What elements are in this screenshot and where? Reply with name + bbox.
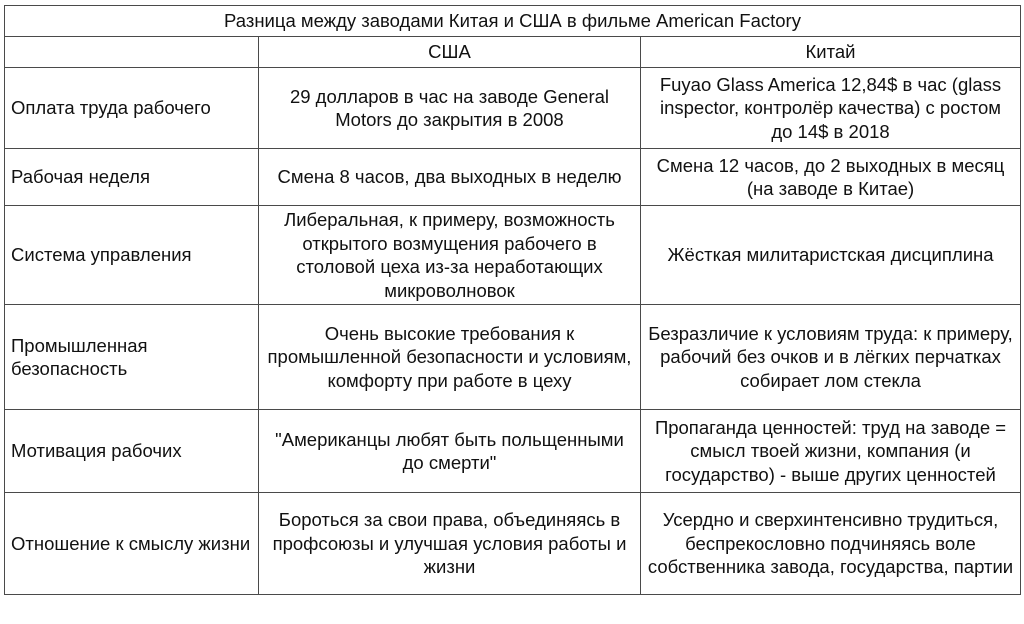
cell-china-safety: Безразличие к условиям труда: к примеру, рабочий без очков и в лёгких перчатках собирает лом стекла: [641, 305, 1021, 410]
comparison-table: [4, 5, 1021, 595]
cell-usa-management: Либеральная, к примеру, возможность открытого возмущения рабочего в столовой цеха из-за неработающих микроволновок: [259, 206, 641, 305]
row-label-motivation: Мотивация рабочих: [5, 410, 259, 493]
column-header-row: [5, 37, 1021, 68]
cell-china-workweek: Смена 12 часов, до 2 выходных в месяц (на заводе в Китае): [641, 149, 1021, 206]
cell-china-wage: Fuyao Glass America 12,84$ в час (glass inspector, контролёр качества) с ростом до 14$ в 2018: [641, 68, 1021, 149]
row-label-wage: Оплата труда рабочего: [5, 68, 259, 149]
cell-usa-meaning: Бороться за свои права, объединяясь в профсоюзы и улучшая условия работы и жизни: [259, 493, 641, 595]
header-blank: [5, 37, 259, 68]
table-title: Разница между заводами Китая и США в фильме American Factory: [5, 6, 1021, 37]
table-row: [5, 305, 1021, 410]
table-row: [5, 410, 1021, 493]
cell-usa-wage: 29 долларов в час на заводе General Motors до закрытия в 2008: [259, 68, 641, 149]
cell-china-management: Жёсткая милитаристская дисциплина: [641, 206, 1021, 305]
table-row: [5, 493, 1021, 595]
table-row: [5, 206, 1021, 305]
header-usa: США: [259, 37, 641, 68]
cell-usa-motivation: "Американцы любят быть польщенными до смерти": [259, 410, 641, 493]
table-row: [5, 149, 1021, 206]
cell-china-motivation: Пропаганда ценностей: труд на заводе = смысл твоей жизни, компания (и государство) - выше других ценностей: [641, 410, 1021, 493]
table-row: [5, 68, 1021, 149]
row-label-workweek: Рабочая неделя: [5, 149, 259, 206]
cell-china-meaning: Усердно и сверхинтенсивно трудиться, беспрекословно подчиняясь воле собственника завода, государства, партии: [641, 493, 1021, 595]
cell-usa-safety: Очень высокие требования к промышленной безопасности и условиям, комфорту при работе в цеху: [259, 305, 641, 410]
row-label-meaning: Отношение к смыслу жизни: [5, 493, 259, 595]
row-label-management: Система управления: [5, 206, 259, 305]
title-row: [5, 6, 1021, 37]
header-china: Китай: [641, 37, 1021, 68]
cell-usa-workweek: Смена 8 часов, два выходных в неделю: [259, 149, 641, 206]
row-label-safety: Промышленная безопасность: [5, 305, 259, 410]
